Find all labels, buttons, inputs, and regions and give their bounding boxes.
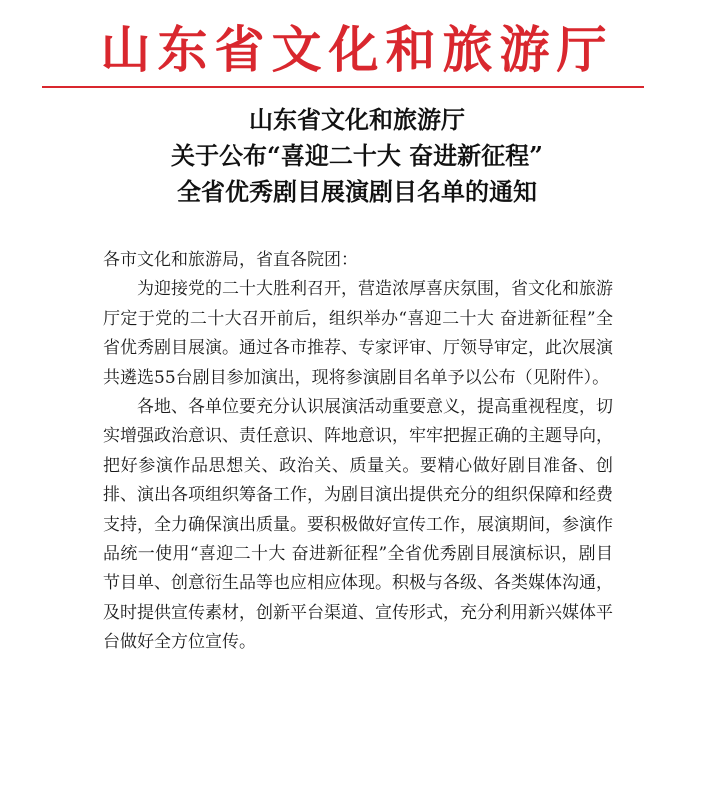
document-body — [103, 246, 613, 658]
paragraph-2: 各地、各单位要充分认识展演活动重要意义，提高重视程度，切实增强政治意识、责任意识、阵地意识，牢牢把握正确的主题导向，把好参演作品思想关、政治关、质量关。要精心做好剧目准备、创排、演出各项组织筹备工作，为剧目演出提供充分的组织保障和经费支持，全力确保演出质量。要积极做好宣传工作，展演期间，参演作品统一使用“喜迎二十大 奋进新征程”全省优秀剧目展演标识，剧目节目单、创意衍生品等也应相应体现。积极与各级、各类媒体沟通，及时提供宣传素材，创新平台渠道、宣传形式，充分利用新兴媒体平台做好全方位宣传。 — [103, 397, 613, 653]
salutation: 各市文化和旅游局，省直各院团： — [103, 250, 358, 270]
letterhead-org-name: 山东省文化和旅游厅 — [100, 20, 614, 79]
title-line-3: 全省优秀剧目展演剧目名单的通知 — [177, 177, 537, 206]
paragraph-1: 为迎接党的二十大胜利召开，营造浓厚喜庆氛围，省文化和旅游厅定于党的二十大召开前后，组织举办“喜迎二十大 奋进新征程”全省优秀剧目展演。通过各市推荐、专家评审、厅领导审定，此次展演共遴选55台剧目参加演出，现将参演剧目名单予以公布（见附件）。 — [103, 279, 613, 388]
title-line-2: 关于公布“喜迎二十大 奋进新征程” — [171, 141, 543, 170]
letterhead-red-rule — [42, 86, 644, 88]
document-title — [0, 102, 714, 210]
title-line-1: 山东省文化和旅游厅 — [249, 105, 465, 134]
